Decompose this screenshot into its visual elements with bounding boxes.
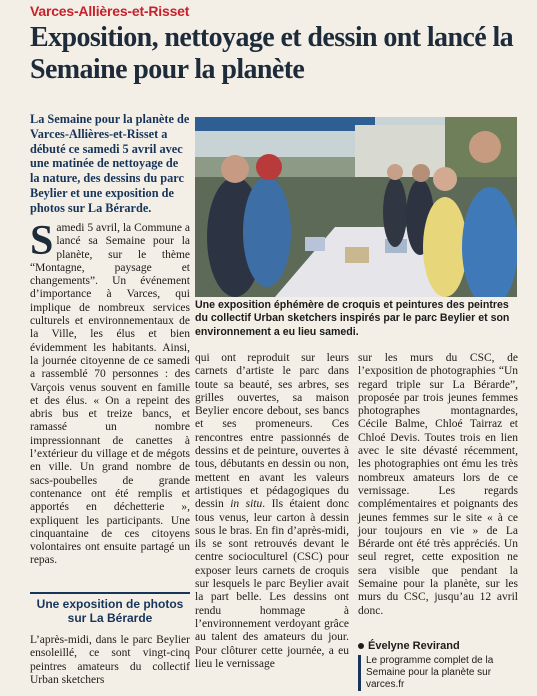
article-headline: Exposition, nettoyage et dessin ont lancé la Semaine pour la planète	[30, 22, 514, 85]
bullet-icon	[358, 643, 364, 649]
article-photo	[195, 117, 517, 297]
photo-caption: Une exposition éphémère de croquis et peintures des peintres du collectif Urban sketchers inspirés par le parc Beylier et son environnement a eu lieu samedi.	[195, 299, 510, 338]
column-2-text-a: qui ont reproduit sur leurs carnets d’artiste le parc dans toute sa beauté, ses arbres, ses grilles ouvertes, sa maison Beylier encore debout, ses bancs et ses promeneurs. Ces rencontres entre passionnés de dessins et de peinture, ouvertes à tous, débutants en dessin ou non, mettent en avant les valeurs artistiques et pédagogiques du dessin	[195, 352, 349, 511]
author-name: Évelyne Revirand	[368, 640, 460, 652]
column-1-text: amedi 5 avril, la Commune a lancé sa Semaine pour la planète, sur le thème “Montagne, paysage et changements”. Un événement d’importance à Varces, qui implique de nombreux services culturels et environnementaux de la Ville, les élus et bien évidemment les habitants. Ainsi, la journée citoyenne de ce samedi a rassemblé 70 personnes : des Varçois venus souvent en famille et des élus. « On a repeint des abris bus et treize bancs, et ramassé un nombre impressionnant de canettes à l’extérieur du village et de mégots en ville. Un grand nombre de sacs-poubelles de grande contenance ont été remplis et apportés en déchetterie », expliquent les participants. Une cinquantaine de ces citoyens volontaires ont ensuite partagé un repas.	[30, 222, 190, 567]
dropcap: S	[30, 218, 54, 264]
article-column-1	[30, 218, 190, 568]
article-kicker: Varces-Allières-et-Risset	[30, 3, 190, 19]
article-column-1-continued	[30, 634, 190, 687]
article-column-3	[358, 352, 518, 618]
article-subheading: Une exposition de photos sur La Bérarde	[30, 592, 190, 625]
program-infobox: Le programme complet de la Semaine pour la planète sur varces.fr	[358, 655, 518, 691]
photo-illustration	[195, 117, 517, 297]
column-2-italic: in situ	[230, 498, 263, 511]
article-column-2	[195, 352, 349, 671]
column-1b-text: L’après-midi, dans le parc Beylier ensoleillé, ce sont vingt-cinq peintres amateurs du collectif Urban sketchers	[30, 634, 190, 686]
column-3-text: sur les murs du CSC, de l’exposition de photographies “Un regard triple sur La Bérarde”, proposée par trois jeunes femmes photographes montagnardes, Cécile Balme, Chloé Tairraz et Chloé Devis. Toutes trois en lien avec le site dévasté récemment, les photographies ont ému les très nombreux amateurs lors de ce vernissage. Les regards complémentaires et poignants des jeunes femmes sur le site « à ce jour toujours en vie » de La Bérarde ont été très appréciés. Un seul regret, cette exposition ne sera visible que pendant la Semaine pour la planète, sur les murs du CSC, jusqu’au 12 avril donc.	[358, 352, 518, 617]
article-author	[358, 640, 518, 652]
article-lead: La Semaine pour la planète de Varces-Allières-et-Risset a débuté ce samedi 5 avril avec une matinée de nettoyage de la nature, des dessins du parc Beylier et une exposition de photos sur La Bérarde.	[30, 112, 190, 215]
column-2-text-b: . Ils étaient donc tous venus, leur carton à dessin sous le bras. En fin d’après-midi, ils se sont retrouvés devant le centre socioculturel (CSC) pour exposer leurs carnets de croquis sur lesquels le parc Beylier avait la part belle. Les dessins ont rendu hommage à l’environnement verdoyant grâce au talent des amateurs du jour. Pour clôturer cette journée, a eu lieu le vernissage	[195, 498, 350, 670]
